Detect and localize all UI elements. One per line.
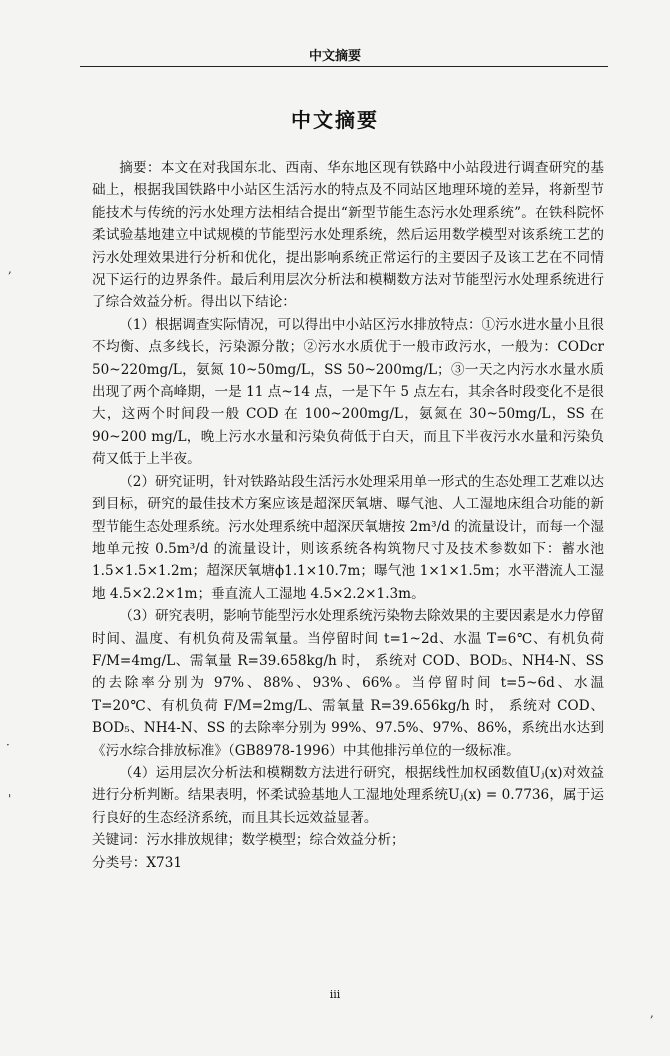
page-title: 中文摘要: [291, 108, 379, 132]
conclusion-1-paragraph: （1）根据调查实际情况，可以得出中小站区污水排放特点：①污水进水量小且很不均衡、点多线长，污染源分散；②污水水质优于一般市政污水，一般为：CODcr 50~220mg/L，氨氮 10~50mg/L，SS 50~200mg/L；③一天之内污水水量水质出现了两个高峰期，一是 11 点~14 点，一是下午 5 点左右，其余各时段变化不是很大，这两个时间段一般 COD 在 100~200mg/L，氨氮在 30~50mg/L，SS 在 90~200 mg/L，晚上污水水量和污染负荷低于白天，而且下半夜污水水量和污染负荷又低于上半夜。: [92, 316, 604, 468]
conclusion-2-paragraph: （2）研究证明，针对铁路站段生活污水处理采用单一形式的生态处理工艺难以达到目标，研究的最佳技术方案应该是超深厌氧塘、曝气池、人工湿地床组合功能的新型节能生态处理系统。污水处理系统中超深厌氧塘按 2m³/d 的流量设计，而每一个湿地单元按 0.5m³/d 的流量设计，则该系统各构筑物尺寸及技术参数如下：蓄水池 1.5×1.5×1.2m；超深厌氧塘ϕ1.1×10.7m；曝气池 1×1×1.5m；水平潜流人工湿地 4.5×2.2×1m；垂直流人工湿地 4.5×2.2×1.3m。: [92, 473, 604, 602]
scan-speck-mark: ,: [8, 262, 12, 276]
scan-speck-mark: ·: [6, 738, 10, 752]
running-header: 中文摘要: [308, 49, 361, 64]
scan-speck-mark: ,: [650, 1006, 654, 1020]
classification-line: 分类号：X731: [92, 854, 182, 871]
abstract-intro-paragraph: 摘要：本文在对我国东北、西南、华东地区现有铁路中小站段进行调查研究的基础上，根据我国铁路中小站区生活污水的特点及不同站区地理环境的差异，将新型节能技术与传统的污水处理方法相结合提出“新型节能生态污水处理系统”。在铁科院怀柔试验基地建立中试规模的节能型污水处理系统，然后运用数学模型对该系统工艺的污水处理效果进行分析和优化，提出影响系统正常运行的主要因子及该工艺在不同情况下运行的边界条件。最后利用层次分析法和模糊数方法对节能型污水处理系统进行了综合效益分析。得出以下结论：: [92, 160, 604, 311]
keywords-line: 关键词：污水排放规律；数学模型；综合效益分析；: [92, 832, 405, 849]
header-rule: [80, 66, 608, 67]
page-number: iii: [329, 988, 341, 1001]
scan-speck-mark: ': [8, 792, 12, 806]
conclusion-3-paragraph: （3）研究表明，影响节能型污水处理系统污染物去除效果的主要因素是水力停留时间、温度、有机负荷及需氧量。当停留时间 t=1~2d、水温 T=6℃、有机负荷 F/M=4mg/L、需氧量 R=39.658kg/h 时， 系统对 COD、BOD₅、NH4-N、SS 的去除率分别为 97%、88%、93%、66%。当停留时间 t=5~6d、水温 T=20℃、有机负荷 F/M=2mg/L、需氧量 R=39.656kg/h 时， 系统对 COD、BOD₅、NH4-N、SS 的去除率分别为 99%、97.5%、97%、86%，系统出水达到《污水综合排放标准》（GB8978-1996）中其他排污单位的一级标准。: [92, 608, 604, 759]
conclusion-4-paragraph: （4）运用层次分析法和模糊数方法进行研究，根据线性加权函数值Uⱼ(x)对效益进行分析判断。结果表明，怀柔试验基地人工湿地处理系统Uⱼ(x) = 0.7736，属于运行良好的生态经济系统，而且其长远效益显著。: [92, 764, 604, 826]
abstract-body: [92, 157, 604, 874]
